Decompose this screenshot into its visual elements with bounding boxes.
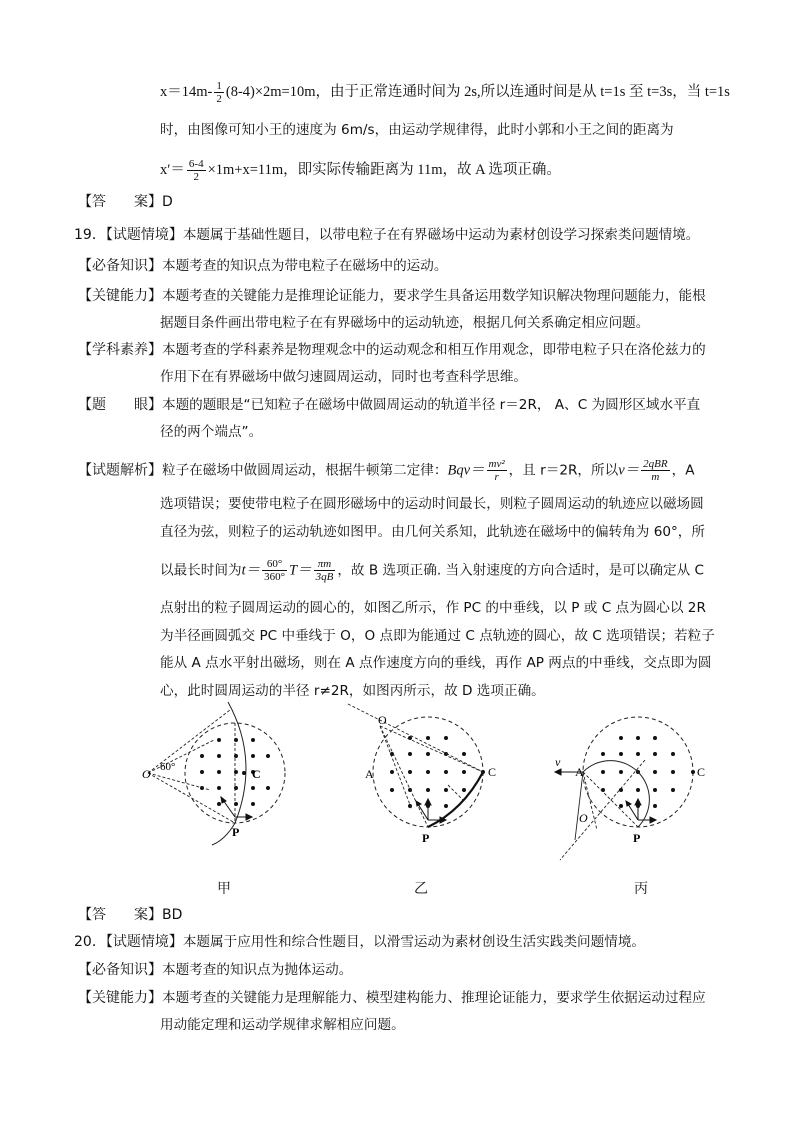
label-v: v (555, 755, 561, 769)
section-text: 本题属于基础性题目，以带电粒子在有界磁场中运动为素材创设学习探索类问题情境。 (182, 227, 700, 243)
q20-knowledge (78, 960, 352, 980)
fraction-denominator: 360° (264, 571, 285, 583)
answer-19 (78, 905, 182, 925)
equation: t＝ (241, 562, 261, 579)
label-a: A (365, 767, 374, 781)
answer-tag: 【答 案】 (78, 907, 162, 923)
point-c (691, 770, 695, 774)
q20-ability (78, 988, 706, 1008)
figure-yi (338, 700, 508, 865)
answer-value: D (162, 194, 173, 210)
fraction-denominator: m (651, 471, 660, 483)
label-o: O (579, 811, 588, 825)
q19-eye (78, 395, 700, 415)
section-tag: 【关键能力】 (78, 288, 162, 304)
text-line: 据题目条件画出带电粒子在有界磁场中的运动轨迹，根据几何关系确定相应问题。 (160, 315, 650, 331)
point-c (481, 770, 485, 774)
section-tag: 【必备知识】 (78, 962, 162, 978)
text-line: 作用下在有界磁场中做匀速圆周运动，同时也考查科学思维。 (160, 369, 528, 385)
text-line: 心，此时圆周运动的半径 r≠2R，如图丙所示，故 D 选项正确。 (160, 683, 545, 699)
answer-18 (78, 192, 173, 212)
fraction (214, 80, 224, 105)
section-text: ，且 r＝2R，所以 (508, 462, 619, 479)
point-c (242, 771, 246, 775)
section-text: 本题考查的知识点为带电粒子在磁场中的运动。 (162, 258, 448, 274)
construction-lines (348, 704, 483, 827)
section-tag: 【必备知识】 (78, 258, 162, 274)
section-text: ，故 B 选项正确. 当入射速度的方向合适时，是可以确定从 C (337, 562, 704, 579)
section-text: 本题考查的关键能力是推理论证能力，要求学生具备运用数学知识解决物理问题能力，能根 (162, 288, 706, 304)
answer-value: BD (162, 907, 183, 923)
q19-context (74, 225, 699, 245)
figure-caption-yi: 乙 (414, 881, 428, 897)
figure-caption-bing: 丙 (634, 881, 648, 897)
section-text: 本题属于应用性和综合性题目，以滑雪运动为素材创设生活实践类问题情境。 (182, 934, 646, 950)
fraction-numerator: πm (314, 558, 336, 571)
label-p: P (633, 831, 641, 845)
text-line: 能从 A 点水平射出磁场，则在 A 点作速度方向的垂线，再作 AP 两点的中垂线，交点即为圆 (160, 655, 712, 671)
label-p: P (422, 831, 430, 845)
figure-bing (545, 700, 725, 865)
text-line: 点射出的粒子圆周运动的圆心的，如图乙所示，作 PC 的中垂线，以 P 或 C 点为圆心以 2R (160, 600, 706, 616)
fraction (262, 558, 287, 583)
label-o: O (378, 713, 387, 727)
formula-part: x′＝ (160, 161, 185, 178)
question-number: 20． (74, 934, 106, 950)
label-a: A (575, 765, 584, 779)
section-tag: 【关键能力】 (78, 990, 162, 1006)
text-line: 时，由图像可知小王的速度为 6m/s，由运动学规律得，此时小郭和小王之间的距离为 (160, 122, 674, 138)
fraction-numerator: 60° (262, 558, 287, 571)
label-c: C (488, 765, 497, 779)
fraction-numerator: 2qBR (643, 458, 668, 470)
trajectory-arc (428, 772, 483, 827)
equation: Bqv＝ (447, 462, 485, 479)
velocity-arrows (416, 799, 446, 823)
section-text: ，A (671, 462, 695, 479)
formula-line-2 (160, 158, 561, 183)
section-tag: 【试题解析】 (78, 462, 162, 479)
section-text: 本题考查的关键能力是理解能力、模型建构能力、推理论证能力，要求学生依据运动过程应 (162, 990, 706, 1006)
formula-part: x＝14m- (160, 83, 213, 100)
fraction-numerator: 6-4 (188, 158, 204, 170)
fraction-denominator: 3qB (315, 571, 334, 583)
label-o: O (142, 767, 151, 781)
text-line: 为半径画圆弧交 PC 中垂线于 O，O 点即为能通过 C 点轨迹的圆心，故 C 选项错误；若粒子 (160, 628, 715, 644)
section-text: 本题考查的学科素养是物理观念中的运动观念和相互作用观念，即带电粒子只在洛伦兹力的 (162, 342, 706, 358)
fraction (314, 558, 336, 583)
question-number: 19． (74, 227, 106, 243)
velocity-arrows (221, 797, 252, 820)
section-tag: 【试题情境】 (105, 227, 183, 243)
q19-ability (78, 286, 706, 306)
formula-part: ×1m+x=11m，即实际传输距离为 11m，故 A 选项正确。 (207, 161, 561, 178)
section-text: 本题考查的知识点为抛体运动。 (162, 962, 353, 978)
fraction-numerator: mv² (488, 458, 505, 470)
velocity-arrows (555, 769, 656, 823)
text-line: 直径为弦，则粒子的运动轨迹如图甲。由几何关系知，此轨迹在磁场中的偏转角为 60°，所 (160, 524, 705, 540)
formula-part: (8-4)×2m=10m，由于正常连通时间为 2s,所以连通时间是从 t=1s 至 t=3s，当 t=1s (225, 83, 730, 100)
section-text: 粒子在磁场中做圆周运动，根据牛顿第二定律： (162, 462, 448, 479)
analysis-line-4 (160, 558, 704, 583)
fraction-denominator: 2 (193, 171, 199, 183)
q19-knowledge (78, 256, 447, 276)
q20-context (74, 932, 645, 952)
fraction (487, 458, 507, 483)
answer-tag: 【答 案】 (78, 194, 162, 210)
section-text: 本题的题眼是“已知粒子在磁场中做圆周运动的轨道半径 r＝2R， A、C 为圆形区域水平直 (162, 397, 701, 413)
figure-jia (140, 700, 290, 850)
label-angle: 60° (160, 761, 176, 773)
section-tag: 【学科素养】 (78, 342, 162, 358)
fraction (187, 158, 206, 183)
q19-literacy (78, 340, 706, 360)
text-line: 径的两个端点”。 (160, 424, 263, 440)
label-c: C (252, 767, 261, 781)
fraction-denominator: 2 (216, 93, 222, 105)
text-line: 用动能定理和运动学规律求解相应问题。 (160, 1017, 405, 1033)
fraction-numerator: 1 (216, 80, 222, 92)
equation: v＝ (618, 462, 640, 479)
label-p: P (232, 825, 240, 839)
section-tag: 【题 眼】 (78, 397, 162, 413)
formula-line-1 (160, 80, 730, 105)
section-text: 以最长时间为 (160, 562, 242, 579)
equation: T＝ (289, 562, 312, 579)
figure-caption-jia: 甲 (217, 881, 231, 897)
text-line: 选项错误；要使带电粒子在圆形磁场中的运动时间最长，则粒子圆周运动的轨迹应以磁场圆 (160, 496, 704, 512)
fraction (641, 458, 669, 483)
fraction-denominator: r (494, 471, 499, 483)
q19-analysis (78, 458, 695, 483)
section-tag: 【试题情境】 (105, 934, 183, 950)
label-c: C (697, 765, 706, 779)
